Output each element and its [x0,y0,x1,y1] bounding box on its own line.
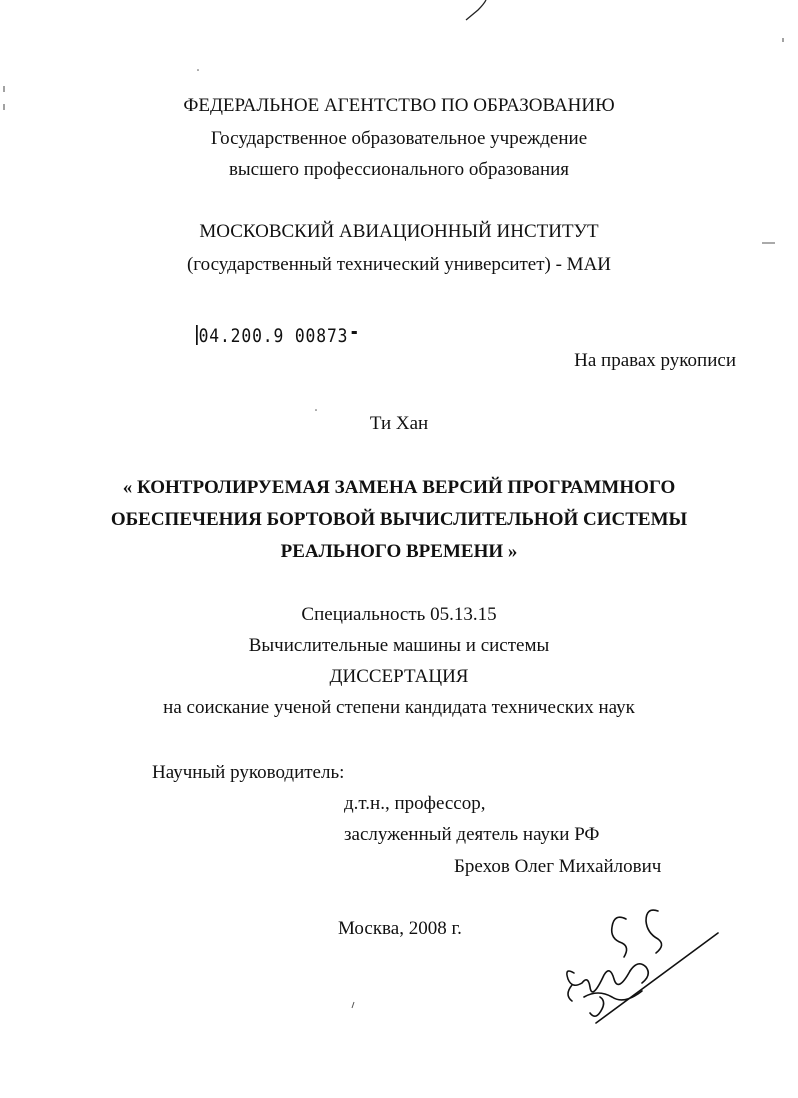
supervisor-degree: д.т.н., профессор, [344,793,486,814]
supervisor-name: Брехов Олег Михайлович [454,856,662,877]
registry-bar-mark [196,325,198,345]
institution-type-line-2: высшего профессионального образования [228,159,570,180]
university-subtitle: (государственный технический университет) - МАИ [186,254,612,275]
institution-type-line-1: Государственное образовательное учреждение [210,128,588,149]
degree-statement: на соискание ученой степени кандидата технических наук [163,697,635,718]
supervisor-honor: заслуженный деятель науки РФ [344,824,600,845]
agency-name: ФЕДЕРАЛЬНОЕ АГЕНТСТВО ПО ОБРАЗОВАНИЮ [183,95,615,116]
place-and-year: Москва, 2008 г. [338,918,462,939]
author-name: Ти Хан [369,413,429,434]
supervisor-label: Научный руководитель: [152,762,345,783]
registry-number: 04.200.9 00873 [198,325,349,347]
title-line-1: « КОНТРОЛИРУЕМАЯ ЗАМЕНА ВЕРСИЙ ПРОГРАММНОГО [122,477,676,498]
specialty-code: Специальность 05.13.15 [301,604,497,625]
university-name: МОСКОВСКИЙ АВИАЦИОННЫЙ ИНСТИТУТ [199,221,599,242]
document-type: ДИССЕРТАЦИЯ [329,666,469,687]
title-line-2: ОБЕСПЕЧЕНИЯ БОРТОВОЙ ВЫЧИСЛИТЕЛЬНОЙ СИСТЕМЫ [110,509,688,530]
specialty-name: Вычислительные машины и системы [248,635,550,656]
title-line-3: РЕАЛЬНОГО ВРЕМЕНИ » [280,541,518,562]
registry-stamp [196,325,357,347]
registry-dash-mark [352,331,357,334]
handwritten-signature [560,905,730,1035]
manuscript-note: На правах рукописи [574,350,736,371]
